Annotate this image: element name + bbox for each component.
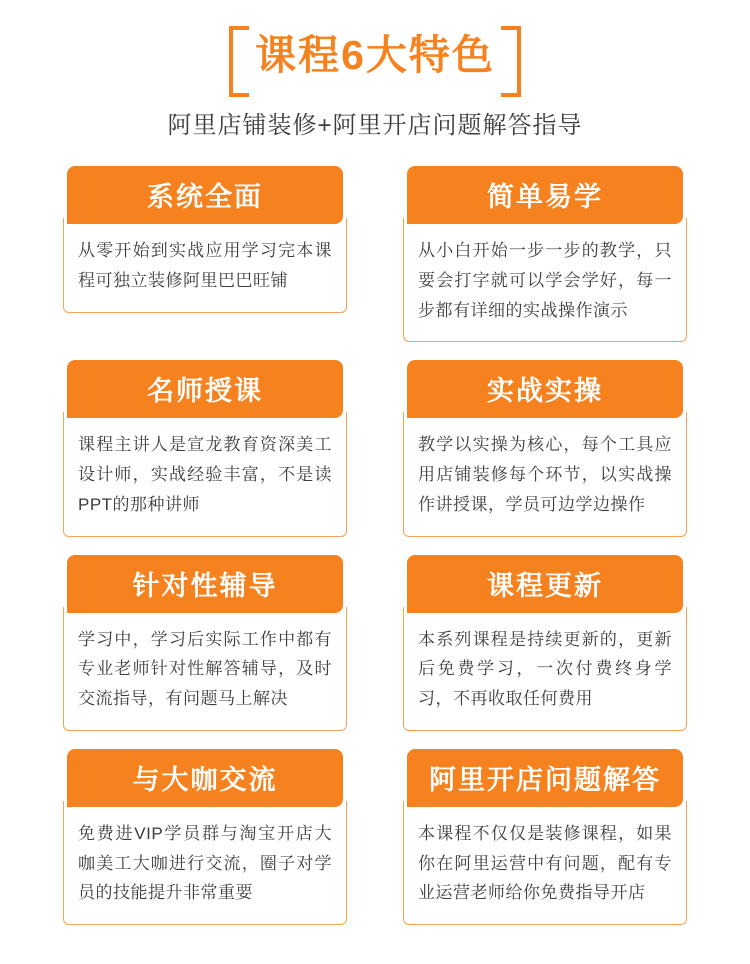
feature-title: 系统全面 xyxy=(67,166,343,224)
page-header xyxy=(55,0,695,140)
feature-title: 与大咖交流 xyxy=(67,749,343,807)
feature-body xyxy=(63,801,347,925)
feature-text: 从零开始到实战应用学习完本课程可独立装修阿里巴巴旺铺 xyxy=(78,241,332,290)
feature-body xyxy=(63,218,347,313)
feature-card xyxy=(395,360,695,536)
feature-title: 课程更新 xyxy=(407,555,683,613)
feature-text: 课程主讲人是宣龙教育资深美工设计师，实战经验丰富，不是读PPT的那种讲师 xyxy=(78,435,332,514)
title-frame xyxy=(229,26,521,89)
feature-body xyxy=(63,607,347,731)
feature-card xyxy=(55,360,355,536)
feature-text: 从小白开始一步一步的教学，只要会打字就可以学会学好，每一步都有详细的实战操作演示 xyxy=(418,241,672,320)
feature-text: 免费进VIP学员群与淘宝开店大咖美工大咖进行交流，圈子对学员的技能提升非常重要 xyxy=(78,823,332,903)
feature-card xyxy=(55,555,355,731)
feature-body xyxy=(403,218,687,342)
page-title: 课程6大特色 xyxy=(255,32,495,78)
page-subtitle: 阿里店铺装修+阿里开店问题解答指导 xyxy=(167,112,583,140)
feature-card xyxy=(395,749,695,925)
feature-title: 实战实操 xyxy=(407,360,683,418)
feature-card xyxy=(55,749,355,925)
feature-text: 本课程不仅仅是装修课程，如果你在阿里运营中有问题，配有专业运营老师给你免费指导开店 xyxy=(418,823,672,903)
feature-body xyxy=(403,607,687,731)
feature-body xyxy=(63,412,347,536)
feature-body xyxy=(403,412,687,536)
feature-title: 阿里开店问题解答 xyxy=(407,749,683,807)
feature-card xyxy=(395,555,695,731)
feature-text: 学习中，学习后实际工作中都有专业老师针对性解答辅导，及时交流指导，有问题马上解决 xyxy=(78,629,332,709)
feature-card xyxy=(55,166,355,342)
feature-title: 针对性辅导 xyxy=(67,555,343,613)
feature-title: 简单易学 xyxy=(407,166,683,224)
feature-card xyxy=(395,166,695,342)
feature-title: 名师授课 xyxy=(67,360,343,418)
feature-text: 本系列课程是持续更新的，更新后免费学习，一次付费终身学习，不再收取任何费用 xyxy=(418,629,672,709)
feature-body xyxy=(403,801,687,925)
feature-text: 教学以实操为核心，每个工具应用店铺装修每个环节，以实战操作讲授课，学员可边学边操作 xyxy=(418,435,672,514)
feature-grid xyxy=(55,166,695,925)
